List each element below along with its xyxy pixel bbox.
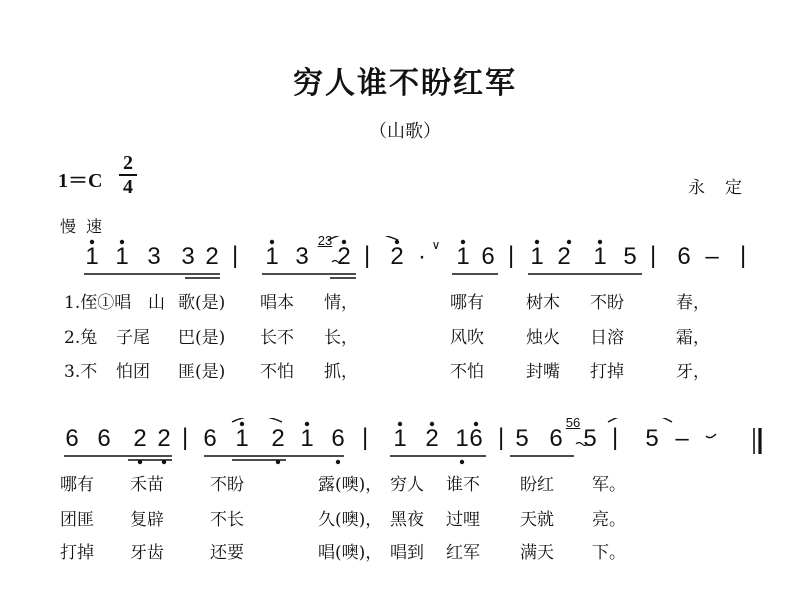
lyric: 过哩 (446, 510, 480, 530)
dash-extension: – (705, 243, 719, 270)
lyric: 匪(是) (178, 362, 226, 382)
lyrics-verse-3 (60, 357, 780, 383)
lyric: 不怕 (450, 362, 484, 382)
lyric: 1.侄①唱 (64, 293, 132, 313)
lyric: 下。 (592, 543, 626, 563)
note: 1 (115, 243, 129, 270)
lyric: 哪有 (60, 475, 94, 495)
lyric: 烛火 (526, 328, 560, 348)
lyrics-verse-1 (60, 288, 780, 314)
dash-extension: – (675, 425, 689, 452)
song-origin: 永定 (688, 178, 762, 198)
lyric: 唱(噢)， (318, 543, 383, 563)
lyrics-verse-2-cont (60, 505, 780, 531)
grace-note: 56 (565, 415, 581, 430)
lyric: 3.不 (64, 362, 98, 382)
lyric: 子尾 (116, 328, 150, 348)
note: 1 (456, 243, 470, 270)
note: 2 (557, 243, 571, 270)
note: 1 (593, 243, 607, 270)
lyric: 树木 (526, 293, 560, 313)
meter-top: 2 (123, 152, 133, 174)
tempo-marking: 慢速 (60, 217, 113, 236)
lyric: 打掉 (60, 543, 94, 563)
note: 3 (147, 243, 161, 270)
barline: | (182, 424, 189, 451)
note: 6 (97, 425, 111, 452)
lyrics-verse-1-cont (60, 470, 780, 496)
note: 2 (133, 425, 147, 452)
lyric: 还要 (210, 543, 244, 563)
grace-note: 23 (317, 233, 333, 248)
note: 6 (481, 243, 495, 270)
lyric: 团匪 (60, 510, 94, 530)
barline: | (364, 242, 371, 269)
lyric: 怕团 (116, 362, 150, 382)
breath-mark: ∨ (431, 238, 441, 252)
dot-extension: · (418, 243, 426, 270)
barline: | (508, 242, 515, 269)
note: 5 (623, 243, 637, 270)
lyric: 哪有 (450, 293, 484, 313)
lyric: 牙齿 (130, 543, 164, 563)
lyric: 山 (148, 293, 165, 313)
note: 3 (295, 243, 309, 270)
note: 5 (645, 425, 659, 452)
lyric: 不盼 (210, 475, 244, 495)
lyric: 唱到 (390, 543, 424, 563)
note: 2 (390, 243, 404, 270)
lyric: 歌(是) (178, 293, 226, 313)
staff-system-1 (60, 233, 780, 282)
lyric: 唱本 (260, 293, 294, 313)
note: 5 (583, 425, 597, 452)
song-title: 穷人谁不盼红军 (293, 66, 517, 101)
lyric: 牙， (676, 362, 710, 382)
meter-bottom: 4 (123, 176, 133, 198)
lyric: 谁不 (446, 475, 480, 495)
lyrics-verse-3-cont (60, 538, 780, 564)
key-signature: 1＝C (58, 170, 103, 192)
lyrics-verse-2 (60, 323, 780, 349)
note: 3 (181, 243, 195, 270)
song-subtitle: （山歌） (369, 121, 441, 142)
lyric: 不怕 (260, 362, 294, 382)
lyric: 封嘴 (526, 362, 560, 382)
lyric: 春， (676, 293, 710, 313)
lyric: 红军 (446, 543, 480, 563)
lyric: 穷人 (390, 475, 424, 495)
lyric: 天就 (520, 510, 554, 530)
note: 5 (515, 425, 529, 452)
barline: | (650, 242, 657, 269)
lyric: 2.兔 (64, 328, 98, 348)
lyric: 日溶 (590, 328, 624, 348)
lyric: 抓， (324, 362, 358, 382)
note: 6 (65, 425, 79, 452)
barline: | (232, 242, 239, 269)
lyric: 军。 (592, 475, 626, 495)
lyric: 风吹 (450, 328, 484, 348)
lyric: 满天 (520, 543, 554, 563)
barline: | (612, 424, 619, 451)
lyric: 打掉 (590, 362, 624, 382)
lyric: 情， (324, 293, 358, 313)
barline: | (498, 424, 505, 451)
lyric: 复辟 (130, 510, 164, 530)
lyric: 长， (324, 328, 358, 348)
lyric: 禾苗 (130, 475, 164, 495)
note: 1 (265, 243, 279, 270)
barline: | (740, 242, 747, 269)
note: 6 (677, 243, 691, 270)
note: 1 (300, 425, 314, 452)
note: 6 (469, 425, 483, 452)
lyric: 不盼 (590, 293, 624, 313)
note: 1 (235, 425, 249, 452)
lyric: 不长 (210, 510, 244, 530)
lyric: 霜， (676, 328, 710, 348)
note: 2 (337, 243, 351, 270)
barline: | (362, 424, 369, 451)
note: 1 (455, 425, 469, 452)
lyric: 久(噢)， (318, 510, 383, 530)
note: 1 (393, 425, 407, 452)
note: 1 (530, 243, 544, 270)
note: 2 (205, 243, 219, 270)
note: 6 (549, 425, 563, 452)
lyric: 黑夜 (390, 510, 424, 530)
lyric: 巴(是) (178, 328, 226, 348)
note: 2 (157, 425, 171, 452)
note: 6 (203, 425, 217, 452)
time-signature (120, 152, 136, 198)
staff-system-2 (60, 415, 780, 464)
note: 2 (425, 425, 439, 452)
note: 6 (331, 425, 345, 452)
lyric: 盼红 (520, 475, 554, 495)
lyric: 露(噢)， (318, 475, 383, 495)
lyric: 长不 (260, 328, 294, 348)
note: 2 (271, 425, 285, 452)
note: 1 (85, 243, 99, 270)
lyric: 亮。 (592, 510, 626, 530)
